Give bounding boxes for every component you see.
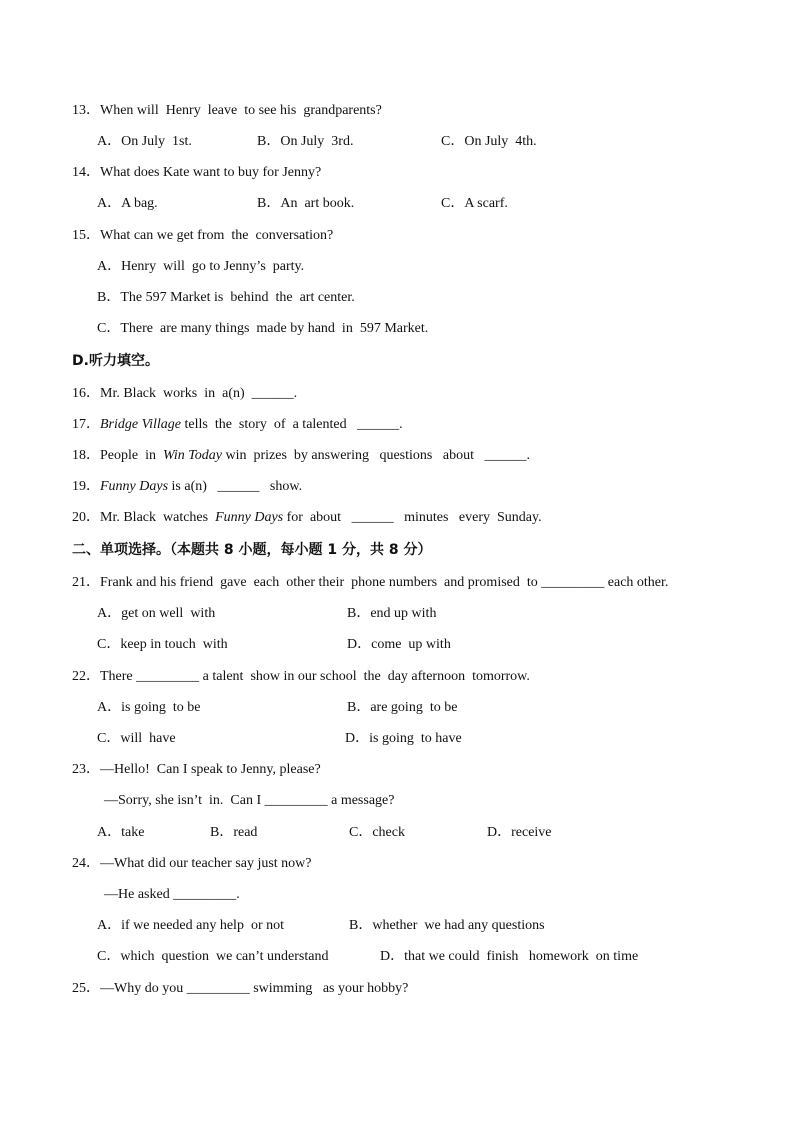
question-19-title: Funny Days (100, 479, 169, 494)
question-15-option-c: C．There are many things made by hand in 597 Market. (97, 321, 429, 336)
question-24-option-a: A．if we needed any help or not (97, 918, 284, 933)
question-23-option-c: C．check (349, 825, 405, 840)
question-21-option-d: D．come up with (347, 637, 451, 652)
question-23-stem: 23．—Hello! Can I speak to Jenny, please? (72, 762, 321, 777)
question-22-option-a: A．is going to be (97, 700, 201, 715)
question-18-rest: win prizes by answering questions about ______. (222, 448, 530, 463)
question-15-option-b: B．The 597 Market is behind the art center. (97, 290, 355, 305)
question-17-number: 17． (72, 417, 100, 432)
question-14-stem: 14．What does Kate want to buy for Jenny? (72, 165, 322, 180)
question-18 (72, 447, 530, 465)
question-17-title: Bridge Village (100, 417, 181, 432)
question-16: 16．Mr. Black works in a(n) ______. (72, 386, 298, 401)
question-19-rest: is a(n) ______ show. (168, 479, 303, 494)
question-23-option-a: A．take (97, 825, 145, 840)
question-21-option-c: C．keep in touch with (97, 637, 228, 652)
question-15-option-a: A．Henry will go to Jenny’s party. (97, 259, 305, 274)
question-23-option-d: D．receive (487, 825, 552, 840)
question-20 (72, 509, 542, 527)
question-20-rest: for about ______ minutes every Sunday. (283, 510, 542, 525)
question-14-option-c: C．A scarf. (441, 196, 508, 211)
question-17 (72, 416, 403, 434)
question-13-option-b: B．On July 3rd. (257, 134, 354, 149)
question-24-reply: —He asked _________. (104, 887, 240, 902)
question-19-number: 19． (72, 479, 100, 494)
question-24-option-b: B．whether we had any questions (349, 918, 545, 933)
question-15-stem: 15．What can we get from the conversation? (72, 228, 334, 243)
section-d-heading: D.听力填空。 (72, 353, 159, 369)
question-24-option-c: C．which question we can’t understand (97, 949, 329, 964)
question-24-stem: 24．—What did our teacher say just now? (72, 856, 312, 871)
question-19 (72, 478, 302, 496)
question-20-pre: 20．Mr. Black watches (72, 510, 216, 525)
question-23-option-b: B．read (210, 825, 258, 840)
question-22-option-d: D．is going to have (345, 731, 462, 746)
question-20-title: Funny Days (215, 510, 284, 525)
question-22-option-c: C．will have (97, 731, 176, 746)
question-13-option-a: A．On July 1st. (97, 134, 192, 149)
question-21-stem: 21．Frank and his friend gave each other their phone numbers and promised to _________ each other. (72, 575, 669, 590)
section-2-heading: 二、单项选择。（本题共 8 小题，每小题 1 分，共 8 分） (72, 542, 432, 558)
question-18-title: Win Today (163, 448, 222, 463)
question-24-option-d: D．that we could finish homework on time (380, 949, 639, 964)
question-14-option-b: B．An art book. (257, 196, 355, 211)
question-18-pre: 18．People in (72, 448, 163, 463)
question-22-stem: 22．There _________ a talent show in our school the day afternoon tomorrow. (72, 669, 530, 684)
question-25-stem: 25．—Why do you _________ swimming as your hobby? (72, 981, 409, 996)
question-22-option-b: B．are going to be (347, 700, 458, 715)
question-17-rest: tells the story of a talented ______. (181, 417, 403, 432)
question-21-option-b: B．end up with (347, 606, 437, 621)
question-14-option-a: A．A bag. (97, 196, 158, 211)
question-13-option-c: C．On July 4th. (441, 134, 537, 149)
question-21-option-a: A．get on well with (97, 606, 216, 621)
question-23-reply: —Sorry, she isn’t in. Can I _________ a message? (104, 793, 395, 808)
question-13-stem: 13．When will Henry leave to see his grandparents? (72, 103, 382, 118)
